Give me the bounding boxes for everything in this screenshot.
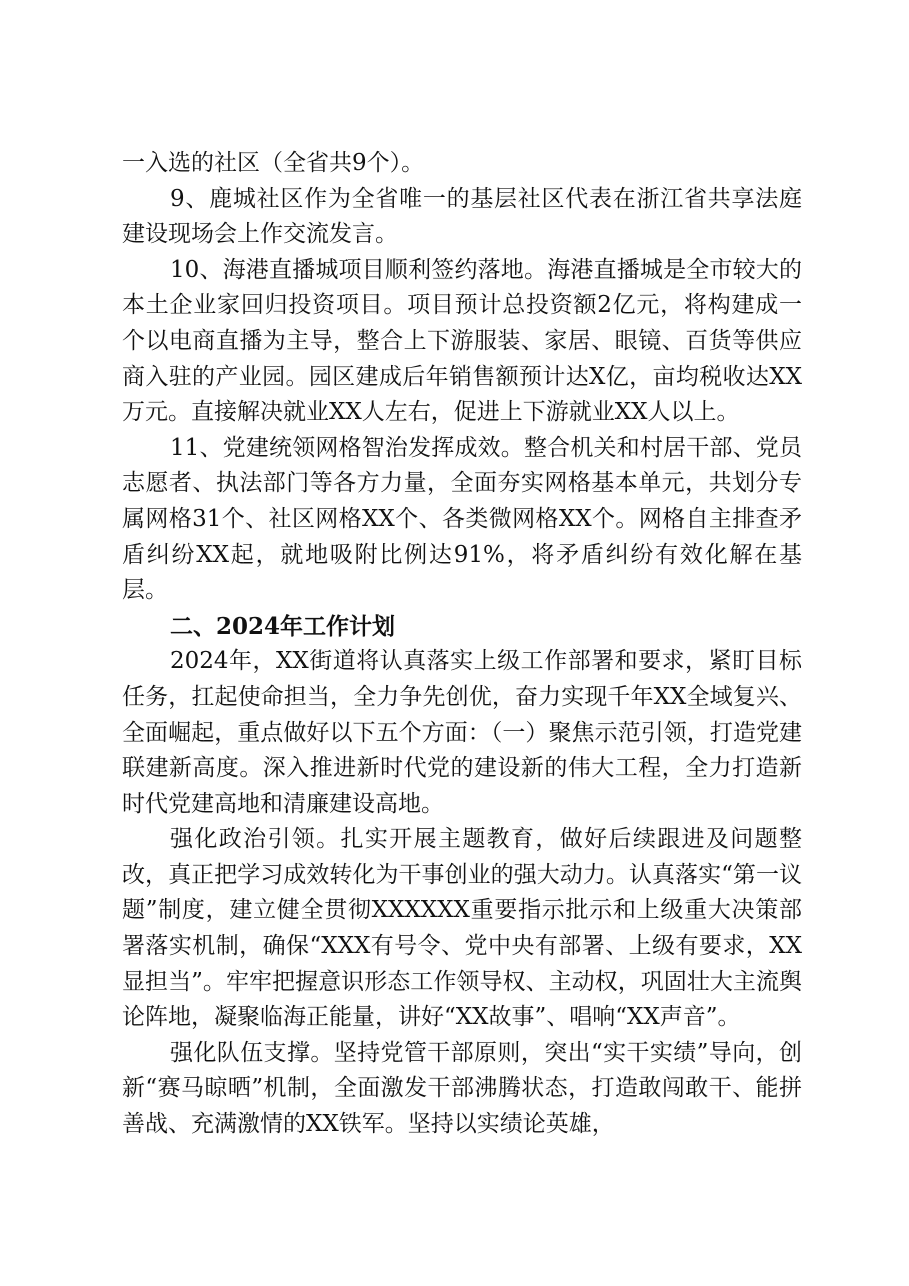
paragraph-political-guidance: 强化政治引领。扎实开展主题教育，做好后续跟进及问题整改，真正把学习成效转化为干事创业的强大动力。认真落实“第一议题”制度，建立健全贯彻XXXXXX重要指示批示和上级重大决策部署落实机制，确保“XXX有号令、党中央有部署、上级有要求，XX显担当”。牢牢把握意识形态工作领导权、主动权，巩固壮大主流舆论阵地，凝聚临海正能量，讲好“XX故事”、唱响“XX声音”。 — [122, 826, 802, 1031]
document-body — [122, 146, 802, 1143]
paragraph-team-support: 强化队伍支撑。坚持党管干部原则，突出“实干实绩”导向，创新“赛马晾晒”机制，全面激发干部沸腾状态，打造敢闯敢干、能拼善战、充满激情的XX铁军。坚持以实绩论英雄， — [122, 1039, 802, 1138]
paragraph-item-11: 11、党建统领网格智治发挥成效。整合机关和村居干部、党员志愿者、执法部门等各方力量，全面夯实网格基本单元，共划分专属网格31个、社区网格XX个、各类微网格XX个。网格自主排查矛盾纠纷XX起，就地吸附比例达91%，将矛盾纠纷有效化解在基层。 — [122, 434, 802, 604]
paragraph-plan-intro: 2024年，XX街道将认真落实上级工作部署和要求，紧盯目标任务，扛起使命担当，全力争先创优，奋力实现千年XX全域复兴、全面崛起，重点做好以下五个方面：（一）聚焦示范引领，打造党建联建新高度。深入推进新时代党的建设新的伟大工程，全力打造新时代党建高地和清廉建设高地。 — [122, 648, 802, 817]
paragraph-item-9: 9、鹿城社区作为全省唯一的基层社区代表在浙江省共享法庭建设现场会上作交流发言。 — [122, 185, 802, 248]
paragraph-item-10: 10、海港直播城项目顺利签约落地。海港直播城是全市较大的本土企业家回归投资项目。项目预计总投资额2亿元，将构建成一个以电商直播为主导，整合上下游服装、家居、眼镜、百货等供应商入驻的产业园。园区建成后年销售额预计达X亿，亩均税收达XX万元。直接解决就业XX人左右，促进上下游就业XX人以上。 — [122, 256, 802, 426]
section-heading-work-plan: 二、2024年工作计划 — [170, 612, 396, 640]
paragraph-continuation: 一入选的社区（全省共9个）。 — [122, 150, 425, 176]
